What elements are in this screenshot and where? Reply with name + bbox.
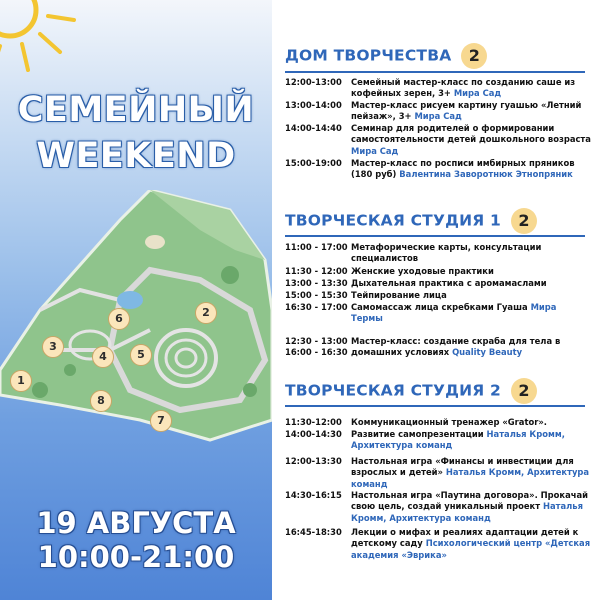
row-time: 15:00 - 15:30	[285, 290, 348, 300]
row-host: Quality Beauty	[452, 347, 523, 358]
row-description	[351, 336, 591, 359]
row-text: Мастер-класс рисуем картину гуашью «Летний пейзаж», 3+	[351, 100, 582, 122]
schedule-panel	[272, 0, 600, 600]
row-description	[351, 278, 591, 289]
row-description	[351, 290, 591, 301]
row-host: Наталья Кромм, Архитектура команд	[351, 467, 590, 489]
map-marker-2: 2	[195, 302, 217, 324]
row-description	[351, 417, 591, 428]
row-time: 14:00-14:30	[285, 429, 342, 439]
event-date: 19 АВГУСТА	[36, 506, 236, 540]
map-marker-1: 1	[10, 370, 32, 392]
row-time: 11:30-12:00	[285, 417, 342, 427]
row-time: 12:00-13:00	[285, 77, 342, 87]
row-description	[351, 429, 591, 452]
row-time: 12:30 - 13:00 16:00 - 16:30	[285, 336, 348, 358]
row-time: 11:00 - 17:00	[285, 242, 348, 252]
row-description	[351, 77, 591, 100]
row-description	[351, 302, 591, 325]
row-host: Психологический центр «Детская академия «Эврика»	[351, 538, 591, 560]
map-marker-7: 7	[150, 410, 172, 432]
poster-left-panel	[0, 0, 272, 600]
row-text: Лекции о мифах и реалиях адаптации детей к детскому саду	[351, 527, 579, 549]
location-badge: 2	[511, 378, 537, 404]
row-time: 11:30 - 12:00	[285, 266, 348, 276]
row-description	[351, 456, 591, 490]
row-description	[351, 123, 591, 157]
row-time: 14:00-14:40	[285, 123, 342, 133]
row-host: Наталья Кромм, Архитектура команд	[351, 501, 583, 523]
row-time: 13:00 - 13:30	[285, 278, 348, 288]
poster-title-line1: СЕМЕЙНЫЙ	[17, 90, 255, 130]
row-host: Мира Сад	[351, 145, 399, 156]
row-text: Развитие самопрезентации	[351, 429, 487, 439]
row-description	[351, 490, 591, 524]
row-text: Тейпирование лица	[351, 290, 447, 300]
section-divider	[285, 235, 585, 237]
row-text: Семинар для родителей о формировании самостоятельности детей дошкольного возраста	[351, 123, 591, 145]
row-time: 12:00-13:30	[285, 456, 342, 466]
map-marker-5: 5	[130, 344, 152, 366]
row-description	[351, 242, 591, 265]
row-text: Метафорические карты, консультации специалистов	[351, 242, 542, 264]
row-description	[351, 158, 591, 181]
map-marker-4: 4	[92, 346, 114, 368]
map-marker-3: 3	[42, 336, 64, 358]
row-time: 15:00-19:00	[285, 158, 342, 168]
section-title-text: ТВОРЧЕСКАЯ СТУДИЯ 1	[285, 211, 502, 230]
row-text: Дыхательная практика с аромамаслами	[351, 278, 547, 288]
location-badge: 2	[511, 208, 537, 234]
row-text: Женские уходовые практики	[351, 266, 494, 276]
park-map	[0, 190, 272, 450]
row-time: 16:30 - 17:00	[285, 302, 348, 312]
row-time: 13:00-14:00	[285, 100, 342, 110]
row-description	[351, 266, 591, 277]
row-text: Мастер-класс по росписи имбирных пряников (180 руб)	[351, 158, 575, 180]
section-title-text: ДОМ ТВОРЧЕСТВА	[285, 46, 452, 65]
row-description	[351, 100, 591, 123]
sun-icon	[0, 0, 80, 80]
row-host: Наталья Кромм, Архитектура команд	[351, 429, 565, 451]
row-text: Настольная игра «Финансы и инвестиции для взрослых и детей»	[351, 456, 574, 478]
row-host: Мира Сад	[453, 88, 502, 99]
map-marker-6: 6	[108, 308, 130, 330]
row-host: Мира Термы	[351, 302, 557, 324]
row-text: Коммуникационный тренажер «Grator».	[351, 417, 547, 427]
row-time: 14:30-16:15	[285, 490, 342, 500]
section-title-text: ТВОРЧЕСКАЯ СТУДИЯ 2	[285, 381, 502, 400]
row-host: Валентина Заворотнюк Этнопряник	[399, 169, 573, 180]
row-host: Мира Сад	[414, 111, 462, 122]
row-time: 16:45-18:30	[285, 527, 342, 537]
section-title-dom-tvorchestva	[285, 43, 487, 69]
poster-title-line2: WEEKEND	[36, 136, 236, 176]
row-text: Семейный мастер-класс по созданию саше из кофейных зерен, 3+	[351, 77, 576, 99]
row-text: Настольная игра «Паутина договора». Прокачай свою цель, создай уникальный проект	[351, 490, 589, 512]
row-text: Самомассаж лица скребками Гуаша	[351, 302, 531, 312]
row-text: Мастер-класс: создание скраба для тела в домашних условиях	[351, 336, 561, 358]
row-description	[351, 527, 591, 561]
section-title-studio-1	[285, 208, 537, 234]
section-title-studio-2	[285, 378, 537, 404]
section-divider	[285, 405, 585, 407]
event-time: 10:00-21:00	[37, 540, 235, 574]
location-badge: 2	[461, 43, 487, 69]
section-divider	[285, 71, 585, 73]
map-marker-8: 8	[90, 390, 112, 412]
